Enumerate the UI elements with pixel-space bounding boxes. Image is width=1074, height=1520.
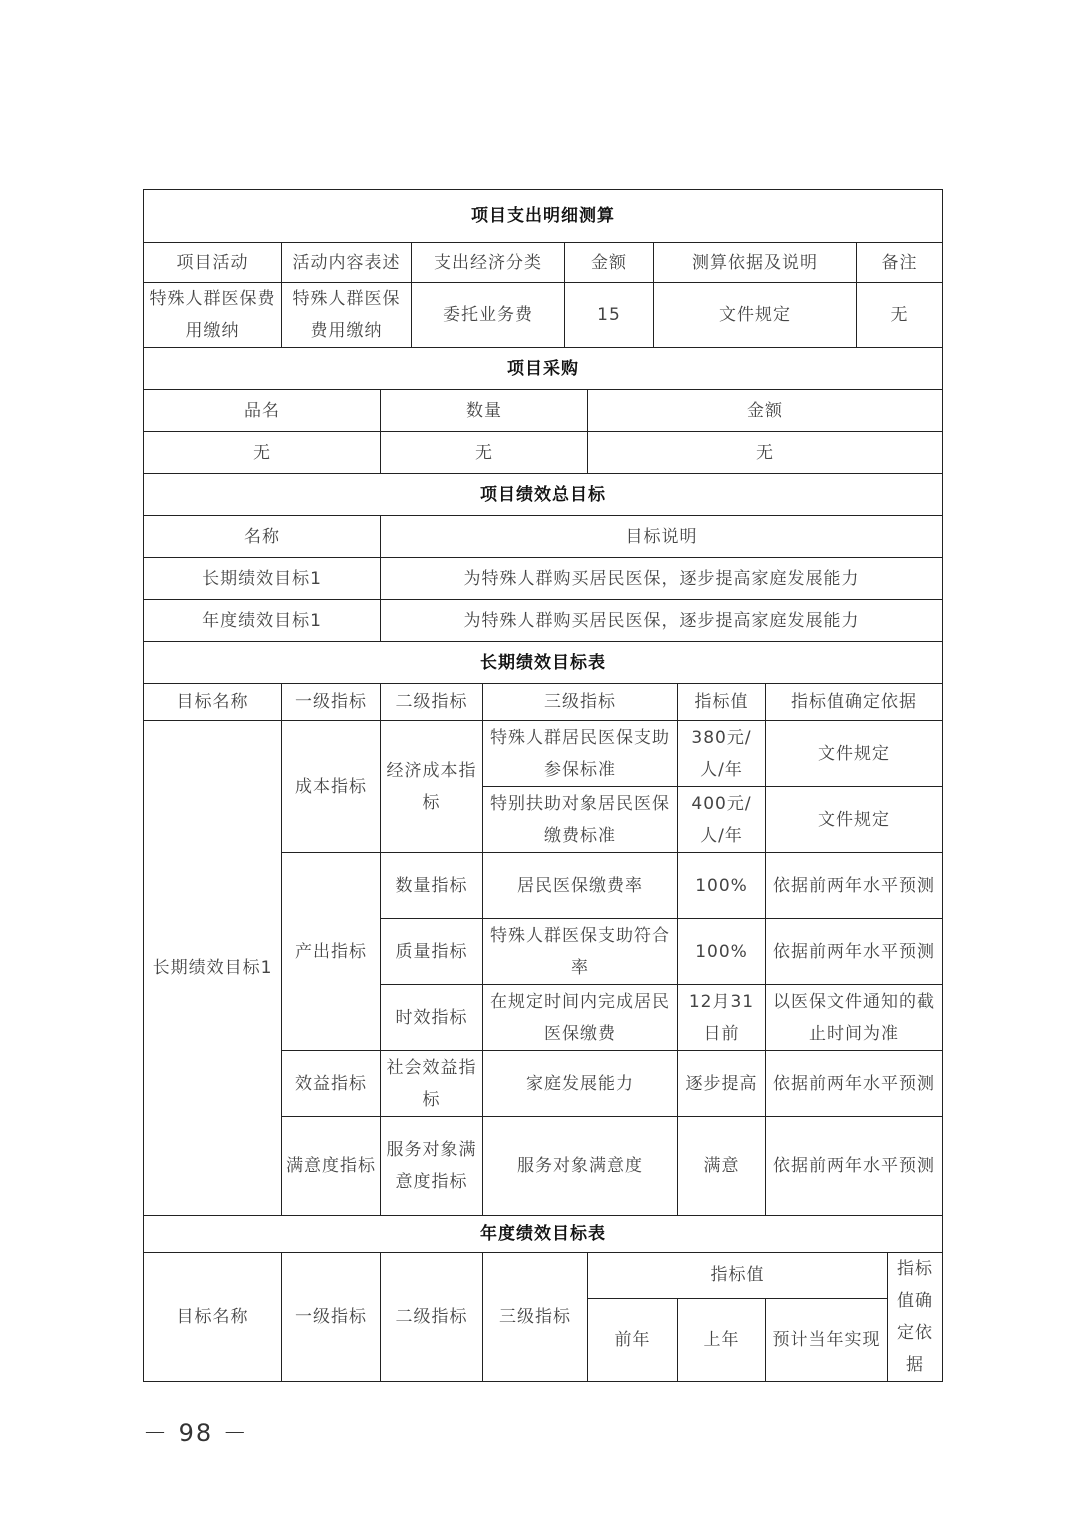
value-cell: 400元/人/年	[678, 787, 766, 853]
header-cell: 活动内容表述	[282, 243, 412, 283]
data-cell: 无	[588, 432, 943, 474]
section-title-procurement: 项目采购	[144, 348, 943, 390]
header-cell: 项目活动	[144, 243, 282, 283]
data-cell: 无	[144, 432, 381, 474]
data-cell: 特殊人群医保费用缴纳	[144, 283, 282, 348]
level2-cell: 服务对象满意度指标	[381, 1117, 483, 1216]
header-cell: 目标说明	[381, 516, 943, 558]
header-cell: 测算依据及说明	[654, 243, 857, 283]
basis-cell: 依据前两年水平预测	[766, 919, 943, 985]
header-cell: 指标值	[588, 1253, 888, 1299]
header-cell: 指标值确定依据	[766, 684, 943, 721]
level1-cell: 效益指标	[282, 1051, 381, 1117]
data-cell: 文件规定	[654, 283, 857, 348]
header-cell: 品名	[144, 390, 381, 432]
level3-cell: 特殊人群居民医保支助参保标准	[483, 721, 678, 787]
header-cell: 三级指标	[483, 1253, 588, 1382]
level3-cell: 家庭发展能力	[483, 1051, 678, 1117]
level3-cell: 服务对象满意度	[483, 1117, 678, 1216]
basis-cell: 依据前两年水平预测	[766, 853, 943, 919]
budget-table	[143, 189, 943, 1382]
header-cell: 二级指标	[381, 684, 483, 721]
level2-cell: 数量指标	[381, 853, 483, 919]
level3-cell: 在规定时间内完成居民医保缴费	[483, 985, 678, 1051]
page-number: － 98 －	[143, 1419, 249, 1447]
value-cell: 100%	[678, 853, 766, 919]
basis-cell: 文件规定	[766, 721, 943, 787]
level2-cell: 质量指标	[381, 919, 483, 985]
value-cell: 100%	[678, 919, 766, 985]
level2-cell: 时效指标	[381, 985, 483, 1051]
value-cell: 满意	[678, 1117, 766, 1216]
goal-name-cell: 年度绩效目标1	[144, 600, 381, 642]
value-cell: 380元/人/年	[678, 721, 766, 787]
header-cell: 三级指标	[483, 684, 678, 721]
level3-cell: 居民医保缴费率	[483, 853, 678, 919]
section-title-annual: 年度绩效目标表	[144, 1216, 943, 1253]
header-cell: 二级指标	[381, 1253, 483, 1382]
level3-cell: 特别扶助对象居民医保缴费标准	[483, 787, 678, 853]
section-title-expense: 项目支出明细测算	[144, 190, 943, 243]
section-title-overall-goal: 项目绩效总目标	[144, 474, 943, 516]
header-cell: 目标名称	[144, 1253, 282, 1382]
goal-desc-cell: 为特殊人群购买居民医保，逐步提高家庭发展能力	[381, 558, 943, 600]
data-cell: 15	[565, 283, 654, 348]
goal-name-cell: 长期绩效目标1	[144, 558, 381, 600]
data-cell: 特殊人群医保费用缴纳	[282, 283, 412, 348]
header-cell: 预计当年实现	[766, 1298, 888, 1381]
header-cell: 指标值	[678, 684, 766, 721]
header-cell: 备注	[857, 243, 943, 283]
basis-cell: 文件规定	[766, 787, 943, 853]
header-cell: 一级指标	[282, 1253, 381, 1382]
header-cell: 支出经济分类	[412, 243, 565, 283]
header-cell: 名称	[144, 516, 381, 558]
level2-cell: 社会效益指标	[381, 1051, 483, 1117]
level1-cell: 成本指标	[282, 721, 381, 853]
data-cell: 无	[381, 432, 588, 474]
basis-cell: 以医保文件通知的截止时间为准	[766, 985, 943, 1051]
section-title-long-term: 长期绩效目标表	[144, 642, 943, 684]
value-cell: 12月31日前	[678, 985, 766, 1051]
goal-desc-cell: 为特殊人群购买居民医保，逐步提高家庭发展能力	[381, 600, 943, 642]
level1-cell: 满意度指标	[282, 1117, 381, 1216]
header-cell: 一级指标	[282, 684, 381, 721]
goal-name-cell: 长期绩效目标1	[144, 721, 282, 1216]
basis-cell: 依据前两年水平预测	[766, 1051, 943, 1117]
header-cell: 前年	[588, 1298, 678, 1381]
header-cell: 金额	[565, 243, 654, 283]
level2-cell: 经济成本指标	[381, 721, 483, 853]
basis-cell: 依据前两年水平预测	[766, 1117, 943, 1216]
data-cell: 无	[857, 283, 943, 348]
header-cell: 上年	[678, 1298, 766, 1381]
header-cell: 金额	[588, 390, 943, 432]
value-cell: 逐步提高	[678, 1051, 766, 1117]
level1-cell: 产出指标	[282, 853, 381, 1051]
level3-cell: 特殊人群医保支助符合率	[483, 919, 678, 985]
data-cell: 委托业务费	[412, 283, 565, 348]
header-cell: 目标名称	[144, 684, 282, 721]
header-cell: 数量	[381, 390, 588, 432]
header-cell: 指标值确定依据	[888, 1253, 943, 1382]
